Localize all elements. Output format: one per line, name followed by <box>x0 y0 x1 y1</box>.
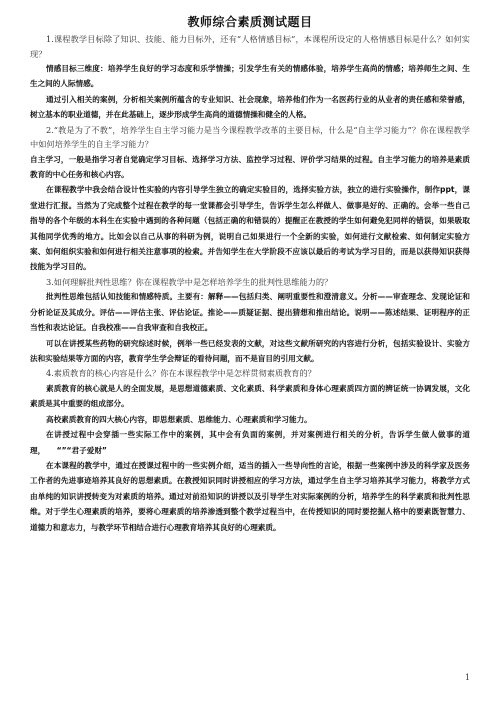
answer-1-paragraph-2: 通过引入相关的案例，分析相关案例所蕴含的专业知识、社会现象，培养他们作为一名医药行业的从业者的责任感和荣誉感，树立基本的职业道德，并在此基础上，逐步形成学生高尚的道德情操和健全的人格。 <box>30 94 470 120</box>
page-title: 教师综合素质测试题目 <box>187 15 313 29</box>
answer-3-paragraph-2: 可以在讲授某些药物的研究综述时候，例举一些已经发表的文献，对这些文献所研究的内容进行分析，包括实验设计、实验方法和实验结果等方面的内容，教育学生学会辩证的看待问题，而不是盲目的引用文献。 <box>30 338 470 363</box>
answer-4-paragraph-4: 在本课程的教学中，通过在授课过程中的一些实例介绍，适当的插入一些导向性的言论，根据一些案例中涉及的科学家及医务工作者的先进事迹培养其良好的思想素质。在教授知识同时讲授相应的学习方法，通过学生自主学习培养其学习能力，将教学方式由单纯的知识讲授转变为对素质的培养。通过对前沿知识的讲授以及引导学生对实际案例的分析，培养学生的科学素质和批判性思维。对于学生心理素质的培养，要将心理素质的培养渗透到整个教学过程当中，在传授知识的同时要挖掘人格中的要素既智慧力、道德力和意志力，与教学环节相结合进行心理教育培养其良好的心理素质。 <box>30 460 470 532</box>
answer-4-paragraph-2: 高校素质教育的四大核心内容，即思想素质、思维能力、心理素质和学习能力。 <box>46 414 312 424</box>
answer-3-paragraph-1: 批判性思维包括认知技能和情感特质。主要有：解释——包括归类、阐明重要性和澄清意义。分析——审查理念、发现论证和分析论证及其成分。评估——评估主张、评估论证。推论——质疑证据、提出猜想和推出结论。说明——陈述结果、证明程序的正当性和表达论证。自我校准——自我审查和自我校正。 <box>30 292 470 333</box>
question-4: 4.素质教育的核心内容是什么？你在本课程教学中是怎样贯彻素质教育的？ <box>46 368 316 379</box>
question-2: 2.“教是为了不教”，培养学生自主学习能力是当今课程教学改革的主要目标，什么是“自主学习能力”？你在课程教学中如何培养学生的自主学习能力？ <box>30 124 470 150</box>
answer-2-paragraph-2: 在课程教学中我会结合设计性实验的内容引导学生独立的确定实验目的，选择实验方法，独立的进行实验操作，制作ppt，课堂进行汇报。当然为了完成整个过程在教学的每一堂课都会引导学生，告诉学生怎么样做人、做事是好的、正确的。会举一些自己指导的各个年级的本科生在实验中遇到的各种问题（包括正确的和错误的）提醒正在教授的学生如何避免犯同样的错误，如果吸取其他同学优秀的地方。比如会以自己从事的科研为例，说明自己如果进行一个全新的实验，如何进行文献检索、如何制定实验方案、如何组织实验和如何进行相关注意事项的检索。并告知学生在大学阶段不应该以最后的考试为学习目的，而是以获得知识获得技能为学习目的。 <box>30 185 470 272</box>
answer-1-paragraph-1: 情感目标三维度：培养学生良好的学习态度和乐学情操；引发学生有关的情感体验，培养学生高尚的情感；培养师生之间、生生之间的人际情感。 <box>30 64 470 89</box>
question-3: 3.如何理解批判性思维？你在课程教学中是怎样培养学生的批判性思维能力的？ <box>46 276 333 287</box>
answer-4-paragraph-1: 素质教育的核心就是人的全面发展，是思想道德素质、文化素质、科学素质和身体心理素质四方面的辨证统一协调发展，文化素质是其中重要的组成部分。 <box>30 383 470 409</box>
page-number: 1 <box>464 673 470 682</box>
answer-2-paragraph-1: 自主学习，一般是指学习者自觉确定学习目标、选择学习方法、监控学习过程、评价学习结果的过程。自主学习能力的培养是素质教育的中心任务和核心内容。 <box>30 154 470 180</box>
answer-4-paragraph-3: 在讲授过程中会穿插一些实际工作中的案例，其中会有负面的案例，并对案例进行相关的分析，告诉学生做人做事的道理， “”“君子爱财” <box>30 430 470 455</box>
question-1: 1.课程教学目标除了知识、技能、能力目标外，还有“人格情感目标”，本课程所设定的人格情感目标是什么？如何实现？ <box>30 34 470 59</box>
